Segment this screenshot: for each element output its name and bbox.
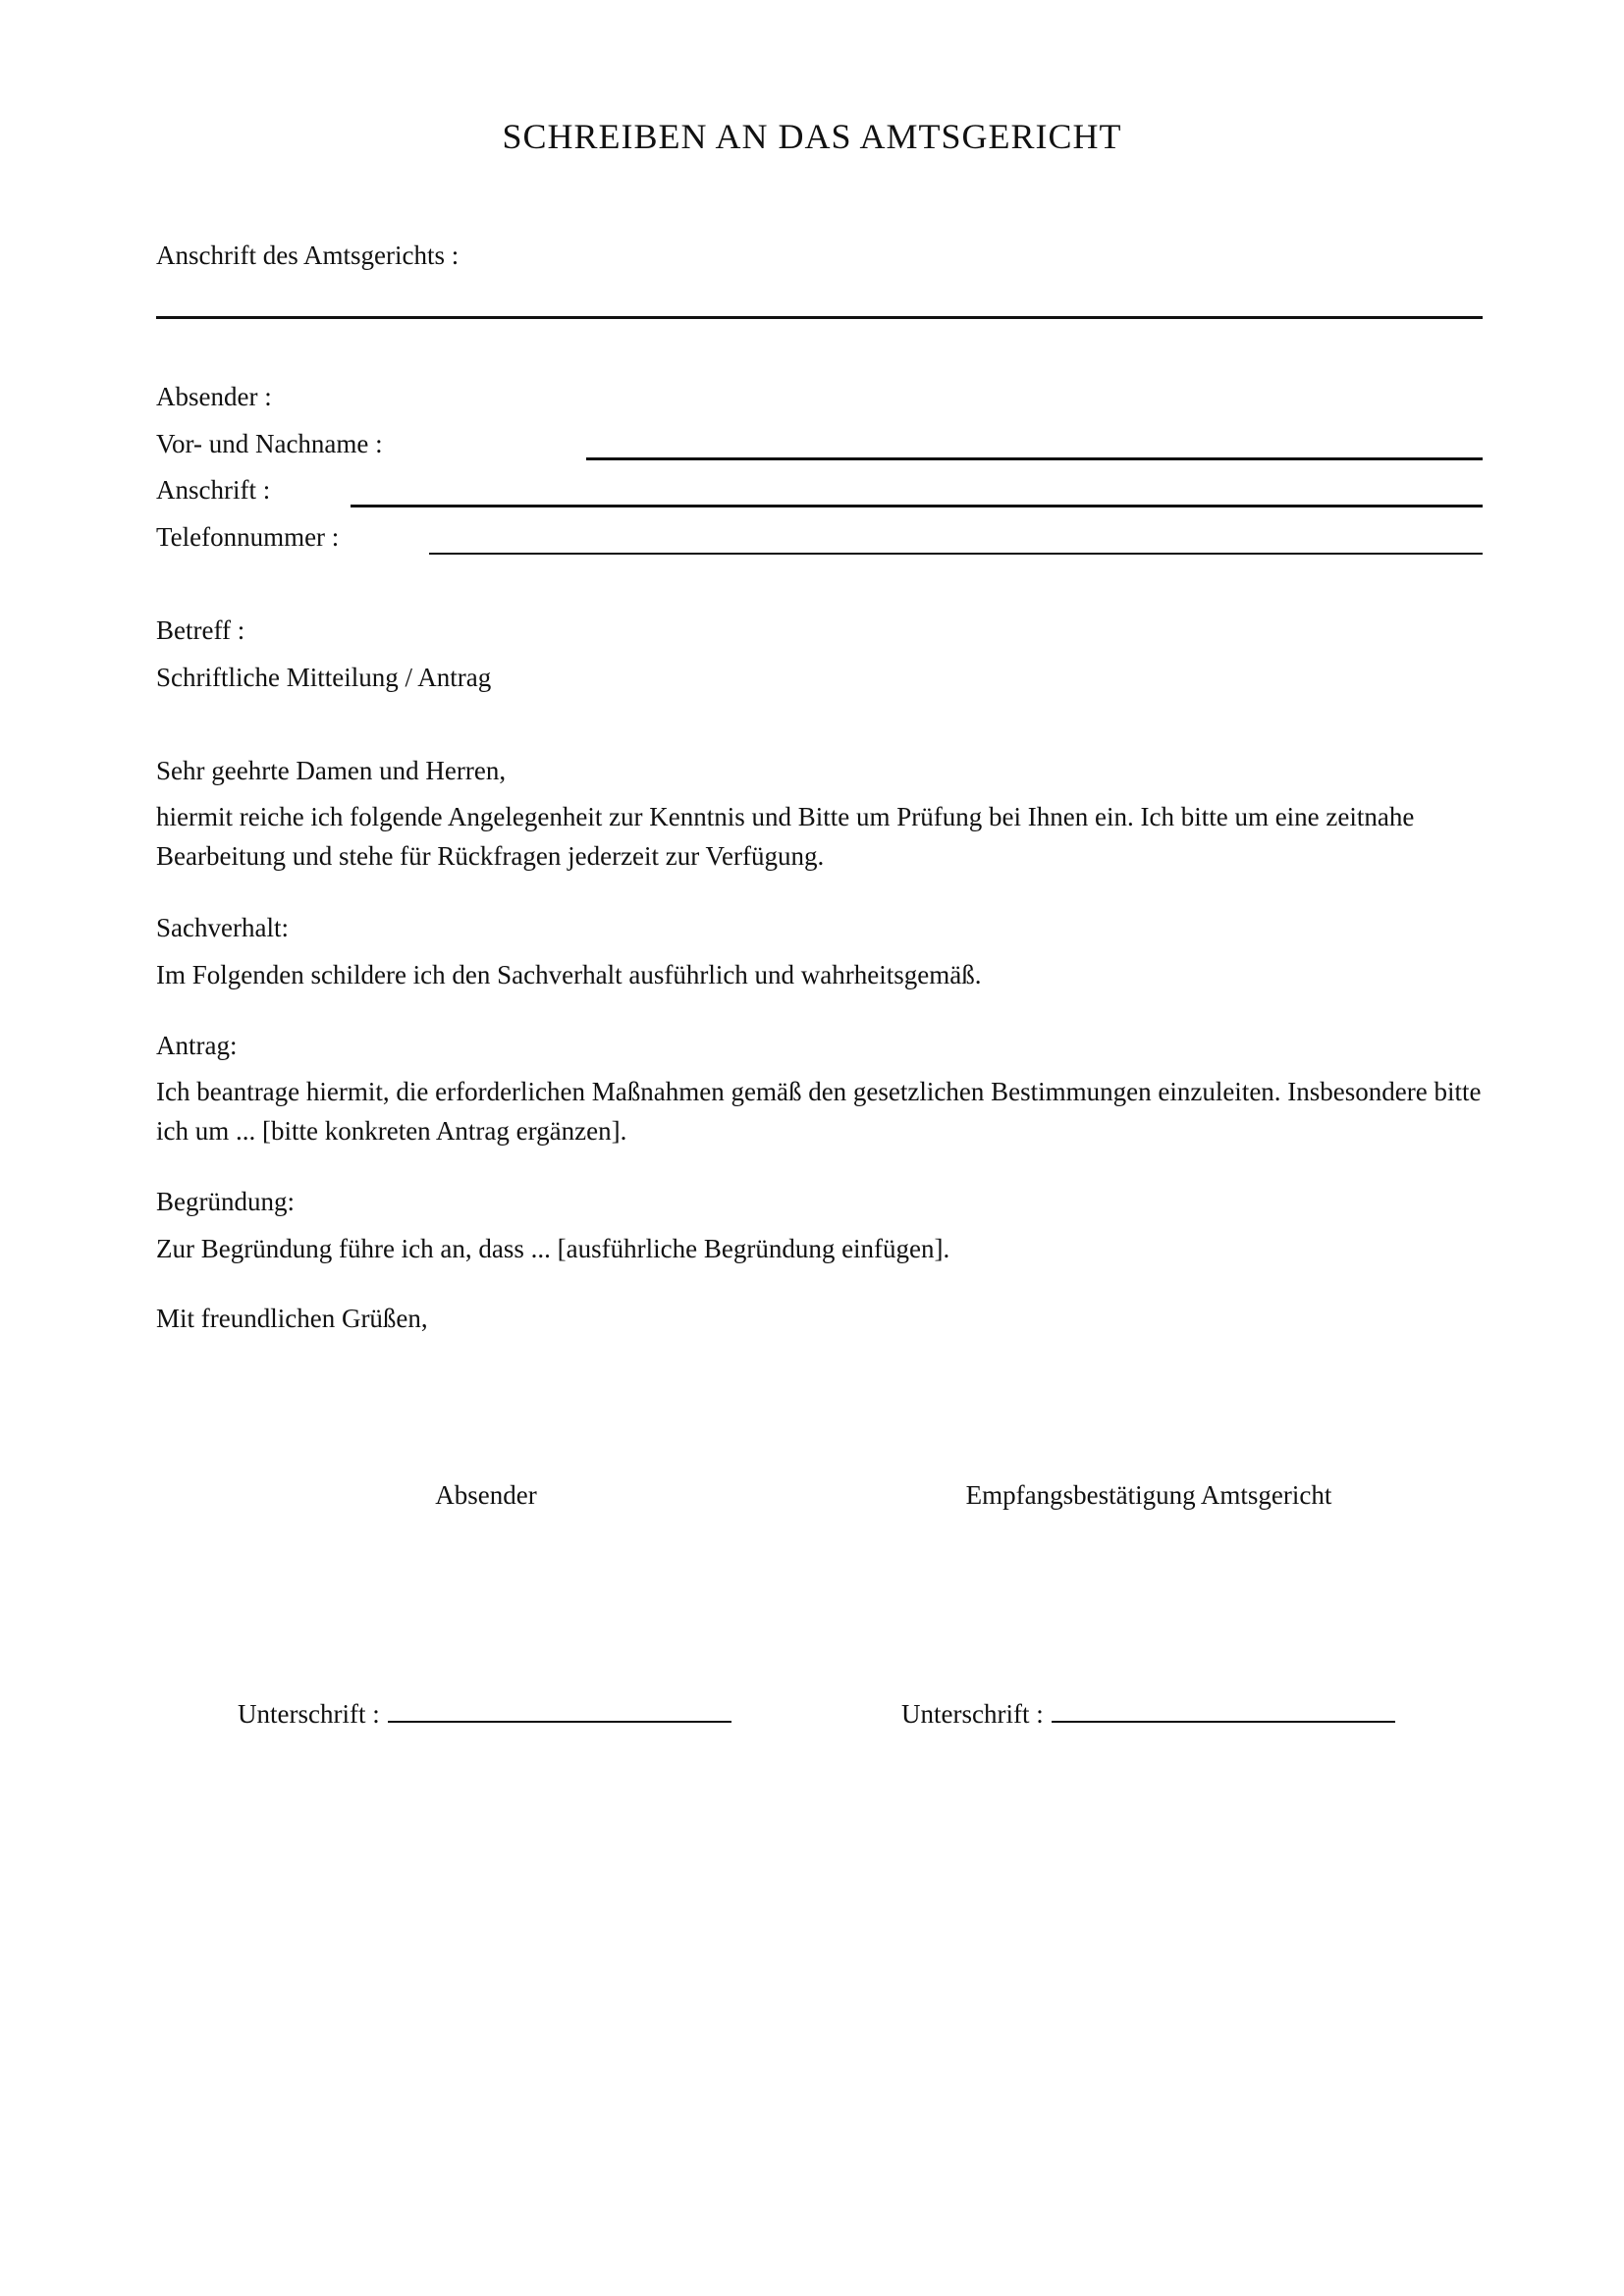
- sender-heading: Absender :: [156, 382, 272, 411]
- sender-address-line: [351, 505, 1483, 507]
- signature-right-heading: Empfangsbestätigung Amtsgericht: [965, 1480, 1332, 1510]
- reasoning-text: Zur Begründung führe ich an, dass ... [ausführliche Begründung einfügen].: [156, 1234, 950, 1263]
- sender-phone-label: Telefonnummer :: [156, 522, 340, 552]
- subject-value: Schriftliche Mitteilung / Antrag: [156, 663, 492, 692]
- signature-left-label: Unterschrift :: [238, 1699, 380, 1729]
- request-label: Antrag:: [156, 1031, 238, 1060]
- reasoning-label: Begründung:: [156, 1187, 295, 1216]
- sender-name-line: [586, 457, 1483, 460]
- signature-left-line: [388, 1695, 731, 1723]
- sender-name-label: Vor- und Nachname :: [156, 429, 383, 458]
- signature-right-line: [1052, 1695, 1395, 1723]
- sender-address-label: Anschrift :: [156, 475, 271, 505]
- facts-text: Im Folgenden schildere ich den Sachverhalt ausführlich und wahrheitsgemäß.: [156, 960, 982, 989]
- sender-phone-line: [429, 553, 1483, 555]
- court-address-line: [156, 316, 1483, 319]
- facts-label: Sachverhalt:: [156, 913, 289, 942]
- signature-right-label: Unterschrift :: [901, 1699, 1044, 1729]
- closing: Mit freundlichen Grüßen,: [156, 1304, 428, 1333]
- signature-left-heading: Absender: [435, 1480, 537, 1510]
- court-address-label: Anschrift des Amtsgerichts :: [156, 240, 460, 270]
- signature-right: [901, 1694, 1395, 1734]
- intro-paragraph: hiermit reiche ich folgende Angelegenheit zur Kenntnis und Bitte um Prüfung bei Ihnen ein. Ich bitte um eine zeitnahe Bearbeitung und stehe für Rückfragen jederzeit zur Verfügung.: [156, 802, 1415, 871]
- salutation: Sehr geehrte Damen und Herren,: [156, 756, 507, 785]
- request-text: Ich beantrage hiermit, die erforderlichen Maßnahmen gemäß den gesetzlichen Bestimmungen einzuleiten. Insbesondere bitte ich um ... [bitte konkreten Antrag ergänzen].: [156, 1077, 1482, 1146]
- signature-left: [238, 1694, 731, 1734]
- document-title: SCHREIBEN AN DAS AMTSGERICHT: [502, 117, 1122, 156]
- subject-label: Betreff :: [156, 615, 245, 645]
